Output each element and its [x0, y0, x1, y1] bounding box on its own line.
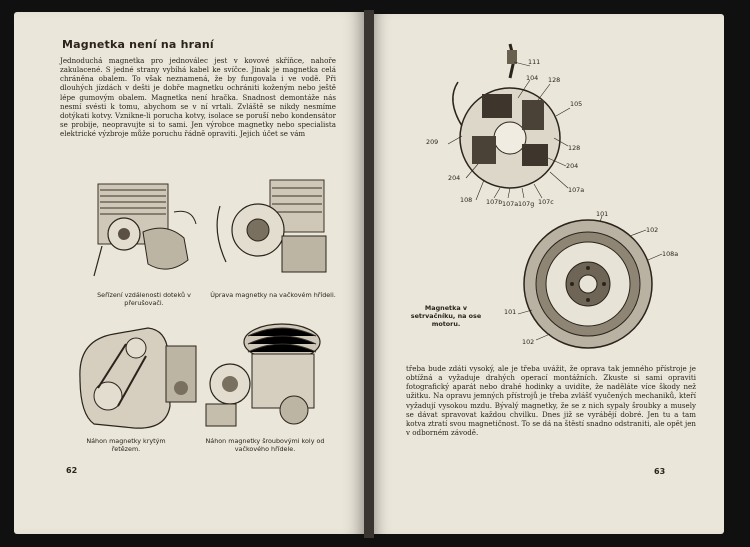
section-heading: Magnetka není na hraní — [62, 38, 214, 51]
page-number-left: 62 — [66, 466, 78, 475]
figure-magneto-stator — [418, 40, 618, 215]
caption-fig1: Seřízení vzdálenosti doteků v přerušovači. — [97, 291, 191, 307]
figure-flywheel-magneto — [502, 210, 692, 356]
label-104: 104 — [526, 74, 539, 82]
book-gutter — [364, 10, 374, 538]
caption-fig2: Úprava magnetky na vačkovém hřídeli. — [210, 291, 336, 299]
label-101-top: 101 — [596, 210, 609, 218]
caption-flywheel: Magnetka v setrvačníku, na ose motoru. — [410, 304, 482, 328]
label-128-top: 128 — [548, 76, 561, 84]
label-107g: 107g — [518, 200, 535, 208]
label-107a: 107a — [502, 200, 519, 208]
label-204-right: 204 — [566, 162, 579, 170]
label-107b: 107b — [486, 198, 503, 206]
label-108: 108 — [460, 196, 473, 204]
page-number-right: 63 — [654, 467, 666, 476]
label-204-left: 204 — [448, 174, 461, 182]
caption-fig3: Náhon magnetky krytým řetězem. — [86, 437, 166, 453]
label-108a: 108a — [662, 250, 679, 258]
label-102-top: 102 — [646, 226, 659, 234]
label-101-bottom: 101 — [504, 308, 517, 316]
right-paragraph: třeba bude zdáti vysoký, ale je třeba uvážit, že oprava tak jemného přístroje je obtížná a vyžaduje drahých operací montážních. Zkuste si sami opraviti fotografický aparát nebo drahé hodinky a uvidíte, že naděláte více škody než užitku. Na opravu jemných přístrojů je třeba zvlášť vyučených mechaniků, kteří vyžadují vysokou mzdu. Bývalý magnetky, že se z nich sypaly šroubky a musely se dávat spravovat každou chvilku. Dnes již se vyrábějí dobré. Jen tu a tam kotva ztratí svou magnetičnost. To se dá na štěstí snadno odstraniti, ale opět jen v odborném závodě. — [406, 364, 696, 438]
caption-fig4: Náhon magnetky šroubovými koly od vačkového hřídele. — [205, 437, 325, 453]
figure-chain-drive — [74, 318, 202, 434]
figure-gear-drive — [202, 314, 332, 434]
label-105: 105 — [570, 100, 583, 108]
figure-cam-magneto — [212, 172, 332, 284]
label-107a-right: 107a — [568, 186, 585, 194]
label-107c: 107c — [538, 198, 554, 206]
label-209: 209 — [426, 138, 439, 146]
label-102-bottom: 102 — [522, 338, 535, 346]
label-128-right: 128 — [568, 144, 581, 152]
left-paragraph: Jednoduchá magnetka pro jednoválec jest v kovové skříňce, nahoře zakulacené. S jedné strany vybíhá kabel ke svíčce. Jinak je magnetka celá chráněna obalem. To však neznamená, že by fungovala i ve vodě. Při dlouhých jízdách v dešti je dobře magnetku ochrániti koženým nebo ještě lépe gumovým obalem. Magnetka není hračka. Snadnost demontáže nás nesmí svésti k tomu, abychom se v ní vrtali. Zvláště se nikdy nesmíme dotýkati kotvy. Vznikne-li porucha kotvy, isolace se poruší nebo kondensátor se probije, neopravujte si to sami. Jen výrobce magnetky nebo specialista elektrické výzbroje může poruchu řádně opraviti. Jejich účet se vám — [60, 56, 336, 139]
figure-contact-gap — [88, 172, 200, 284]
label-111: 111 — [528, 58, 541, 66]
